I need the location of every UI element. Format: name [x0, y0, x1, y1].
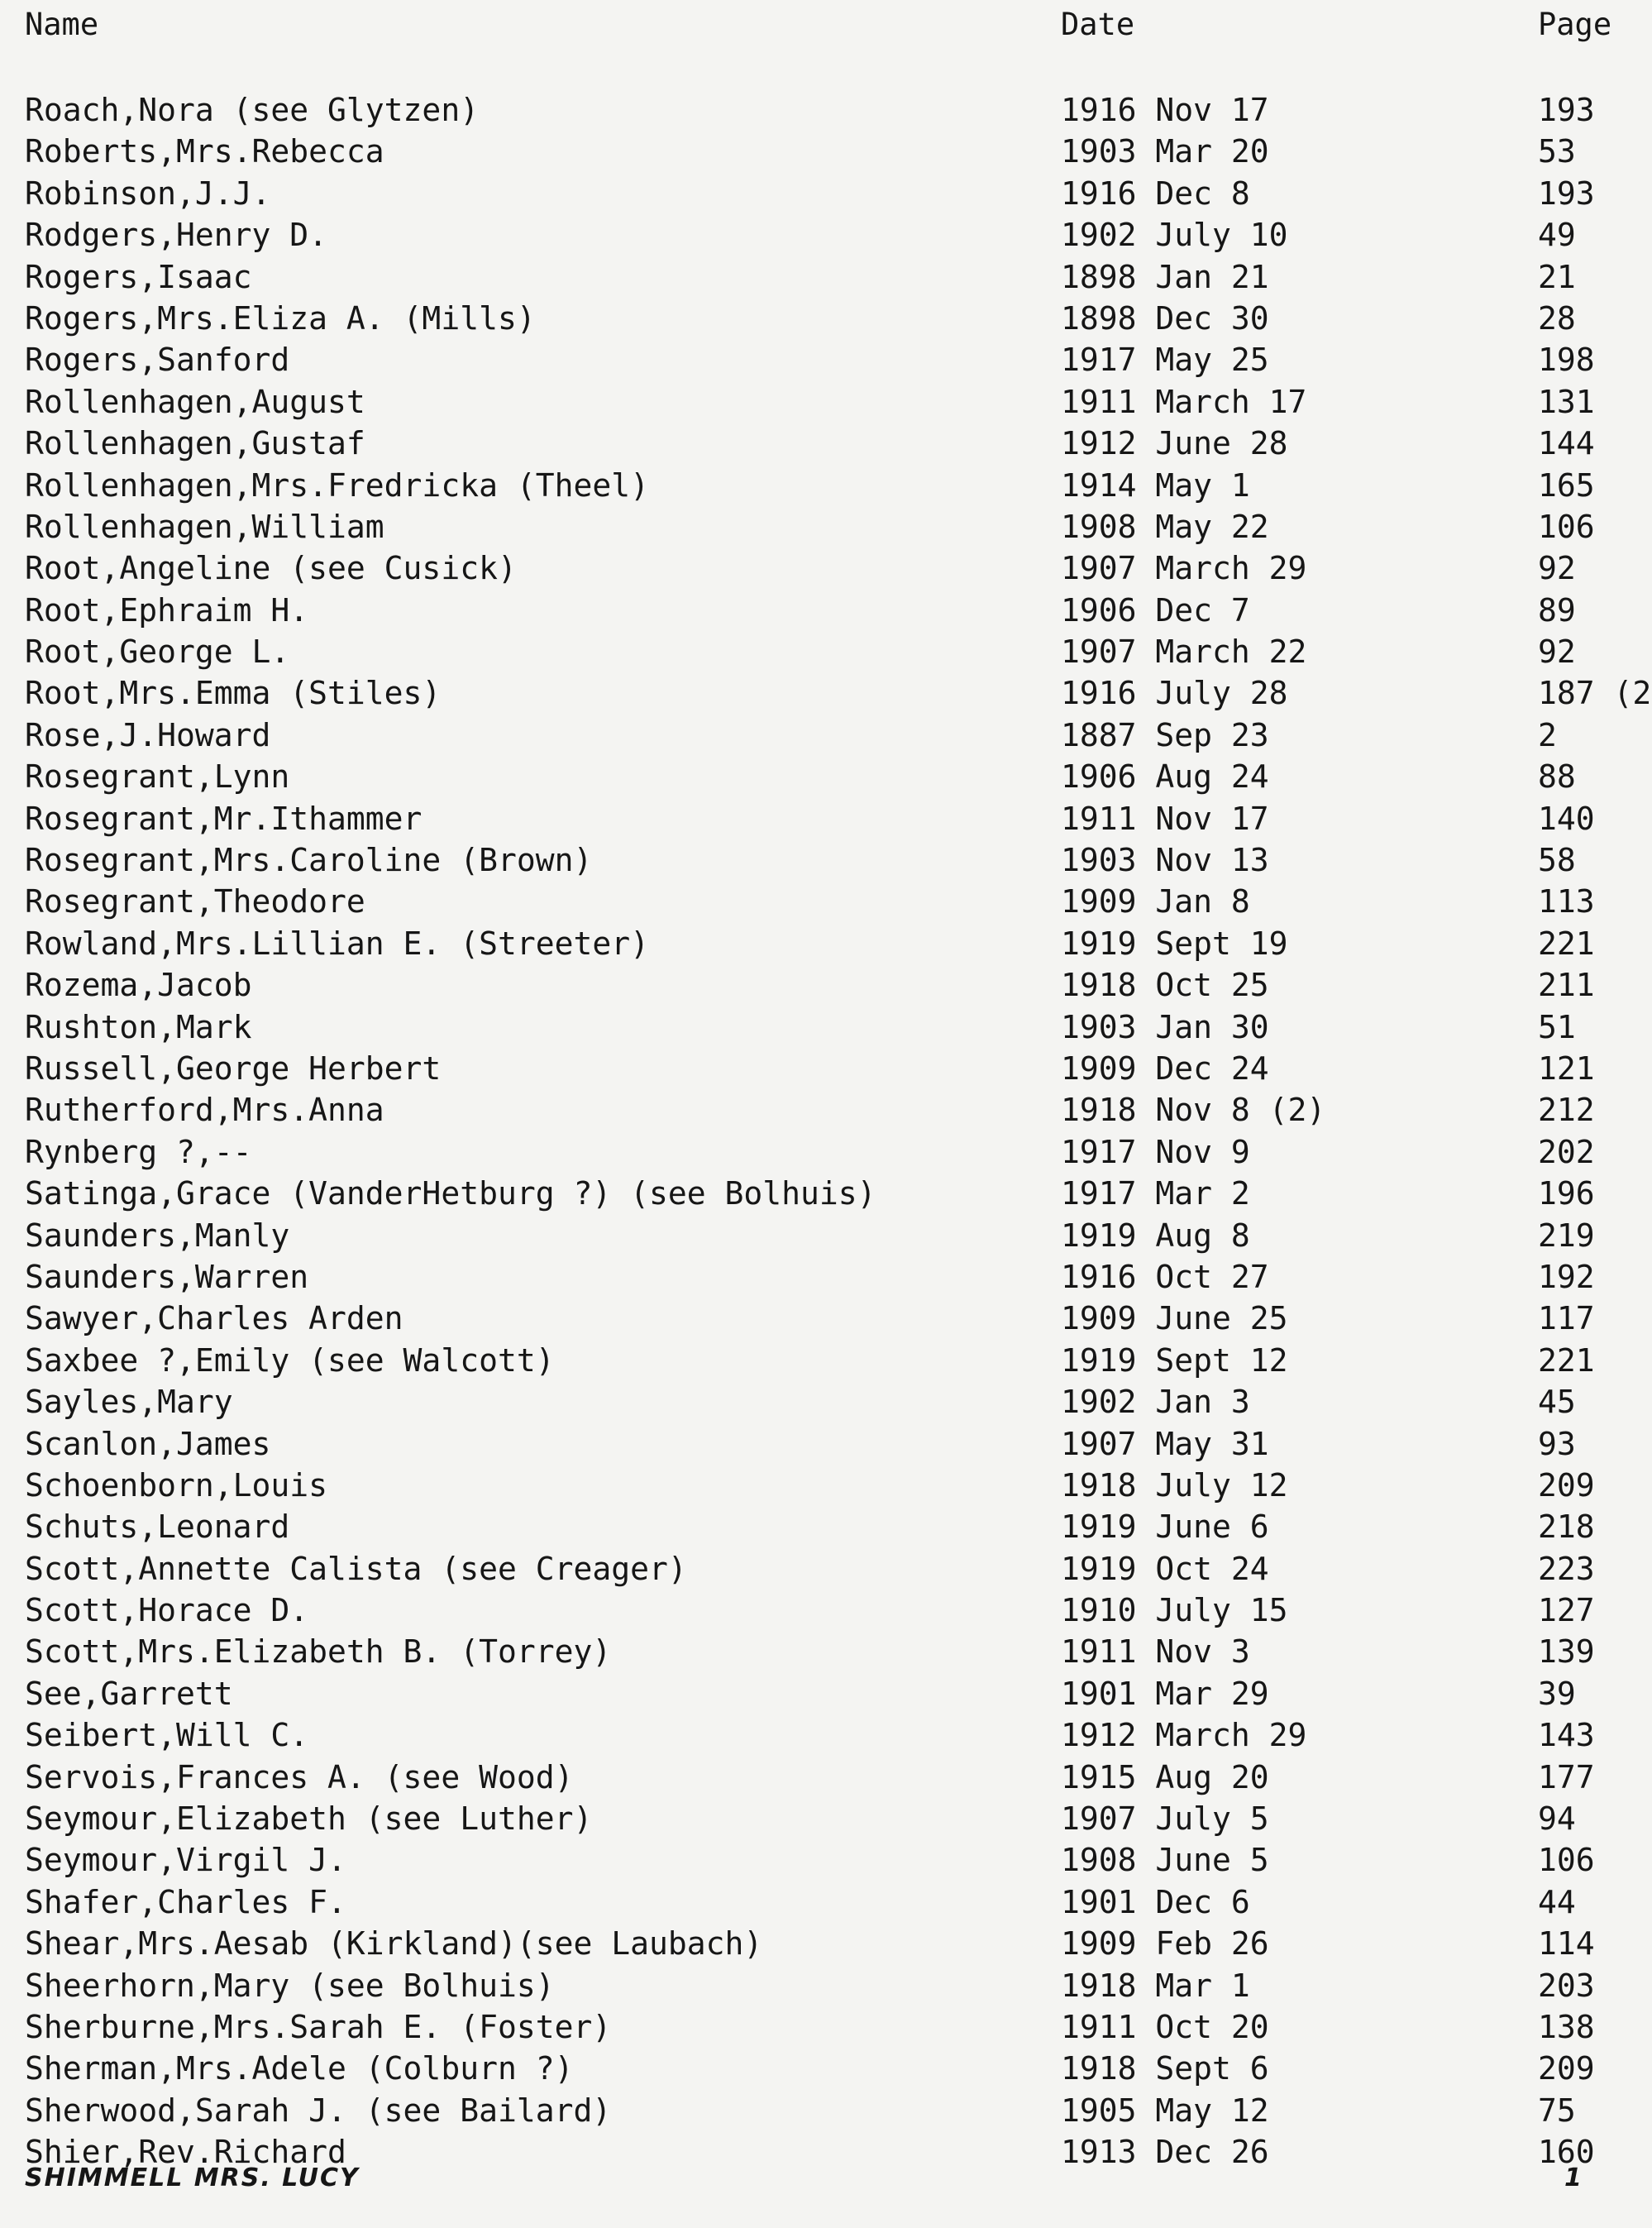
row-date: 1905 May 12	[1061, 2092, 1269, 2129]
row-page: 198	[1538, 342, 1595, 379]
row-date: 1908 June 5	[1061, 1842, 1269, 1879]
table-row	[0, 964, 1652, 1006]
row-page: 192	[1538, 1258, 1595, 1295]
row-date: 1918 Sept 6	[1061, 2050, 1269, 2087]
header-page: Page	[1538, 7, 1612, 42]
row-date: 1916 Oct 27	[1061, 1258, 1269, 1295]
table-row	[0, 1506, 1652, 1547]
row-page: 113	[1538, 883, 1595, 920]
table-row	[0, 214, 1652, 256]
row-date: 1918 Oct 25	[1061, 967, 1269, 1004]
table-row	[0, 1256, 1652, 1298]
table-row	[0, 631, 1652, 672]
row-date: 1919 June 6	[1061, 1508, 1269, 1546]
row-date: 1919 Sept 19	[1061, 925, 1288, 962]
row-name: Root,Mrs.Emma (Stiles)	[25, 675, 442, 712]
row-name: Schoenborn,Louis	[25, 1466, 328, 1504]
table-row	[0, 1631, 1652, 1672]
row-name: Saunders,Manly	[25, 1217, 290, 1254]
row-name: Sherman,Mrs.Adele (Colburn ?)	[25, 2050, 574, 2087]
table-row	[0, 1131, 1652, 1173]
row-date: 1917 Mar 2	[1061, 1175, 1250, 1212]
row-name: Rushton,Mark	[25, 1008, 252, 1045]
table-row	[0, 1839, 1652, 1881]
table-row	[0, 2090, 1652, 2131]
row-date: 1911 Nov 3	[1061, 1633, 1250, 1671]
row-page: 212	[1538, 1092, 1595, 1129]
row-page: 203	[1538, 1967, 1595, 2004]
row-page: 28	[1538, 299, 1576, 337]
row-date: 1907 May 31	[1061, 1425, 1269, 1462]
table-row	[0, 2006, 1652, 2048]
row-name: Russell,George Herbert	[25, 1049, 442, 1087]
table-row	[0, 1881, 1652, 1923]
row-date: 1918 Nov 8 (2)	[1061, 1092, 1326, 1129]
row-name: Sayles,Mary	[25, 1384, 233, 1421]
row-page: 89	[1538, 591, 1576, 629]
row-date: 1907 March 29	[1061, 550, 1307, 587]
row-date: 1919 Oct 24	[1061, 1550, 1269, 1587]
table-row	[0, 672, 1652, 714]
row-name: Root,Ephraim H.	[25, 591, 309, 629]
row-name: Shafer,Charles F.	[25, 1883, 346, 1920]
row-page: 53	[1538, 133, 1576, 170]
row-name: Roach,Nora (see Glytzen)	[25, 92, 480, 128]
table-row	[0, 1798, 1652, 1839]
row-name: Robinson,J.J.	[25, 175, 271, 212]
table-row	[0, 715, 1652, 756]
row-date: 1907 March 22	[1061, 633, 1307, 671]
table-row	[0, 547, 1652, 589]
row-page: 144	[1538, 425, 1595, 462]
table-header	[0, 7, 1652, 48]
row-page: 209	[1538, 1466, 1595, 1504]
row-page: 177	[1538, 1758, 1595, 1795]
table-row	[0, 173, 1652, 214]
table-row	[0, 423, 1652, 464]
row-name: Saunders,Warren	[25, 1258, 309, 1295]
table-row	[0, 506, 1652, 547]
row-name: Rogers,Isaac	[25, 258, 252, 295]
row-date: 1916 Nov 17	[1061, 92, 1269, 128]
row-date: 1919 Aug 8	[1061, 1217, 1250, 1254]
row-page: 196	[1538, 1175, 1595, 1212]
row-name: Sawyer,Charles Arden	[25, 1300, 403, 1337]
table-row	[0, 1423, 1652, 1465]
row-name: Rollenhagen,William	[25, 508, 384, 545]
table-row	[0, 339, 1652, 380]
row-date: 1918 Mar 1	[1061, 1967, 1250, 2004]
row-date: 1908 May 22	[1061, 508, 1269, 545]
table-row	[0, 923, 1652, 964]
row-date: 1912 March 29	[1061, 1717, 1307, 1754]
row-page: 88	[1538, 758, 1576, 796]
row-name: Rutherford,Mrs.Anna	[25, 1092, 384, 1129]
row-name: Root,Angeline (see Cusick)	[25, 550, 517, 587]
table-row	[0, 1673, 1652, 1714]
row-name: Servois,Frances A. (see Wood)	[25, 1758, 574, 1795]
row-page: 218	[1538, 1508, 1595, 1546]
row-page: 193	[1538, 175, 1595, 212]
row-page: 39	[1538, 1675, 1576, 1712]
row-page: 202	[1538, 1133, 1595, 1170]
table-row	[0, 381, 1652, 423]
row-page: 93	[1538, 1425, 1576, 1462]
entry-list	[0, 89, 1652, 2173]
row-page: 143	[1538, 1717, 1595, 1754]
table-row	[0, 1465, 1652, 1506]
table-row	[0, 1590, 1652, 1631]
row-page: 21	[1538, 258, 1576, 295]
table-row	[0, 1215, 1652, 1256]
row-date: 1902 July 10	[1061, 217, 1288, 254]
table-row	[0, 1757, 1652, 1798]
row-page: 221	[1538, 925, 1595, 962]
row-date: 1911 March 17	[1061, 383, 1307, 420]
row-date: 1898 Jan 21	[1061, 258, 1269, 295]
table-row	[0, 881, 1652, 922]
row-page: 51	[1538, 1008, 1576, 1045]
row-page: 140	[1538, 800, 1595, 837]
row-page: 219	[1538, 1217, 1595, 1254]
row-date: 1903 Jan 30	[1061, 1008, 1269, 1045]
row-name: Scott,Mrs.Elizabeth B. (Torrey)	[25, 1633, 612, 1671]
row-name: Rollenhagen,Mrs.Fredricka (Theel)	[25, 466, 649, 504]
row-date: 1916 July 28	[1061, 675, 1288, 712]
row-page: 211	[1538, 967, 1595, 1004]
row-page: 187 (2	[1538, 675, 1652, 712]
table-row	[0, 1089, 1652, 1131]
row-name: See,Garrett	[25, 1675, 233, 1712]
row-name: Shier,Rev.Richard	[25, 2134, 346, 2171]
row-name: Seymour,Virgil J.	[25, 1842, 346, 1879]
row-page: 193	[1538, 92, 1595, 128]
row-name: Sherwood,Sarah J. (see Bailard)	[25, 2092, 612, 2129]
header-rule	[25, 56, 1652, 63]
row-name: Rogers,Sanford	[25, 342, 290, 379]
row-page: 139	[1538, 1633, 1595, 1671]
row-name: Scott,Annette Calista (see Creager)	[25, 1550, 687, 1587]
row-name: Rosegrant,Mrs.Caroline (Brown)	[25, 842, 593, 879]
header-name: Name	[25, 7, 99, 42]
row-page: 94	[1538, 1800, 1576, 1838]
table-row	[0, 798, 1652, 839]
row-page: 49	[1538, 217, 1576, 254]
table-row	[0, 1381, 1652, 1422]
row-page: 209	[1538, 2050, 1595, 2087]
row-name: Scott,Horace D.	[25, 1592, 309, 1629]
row-name: Rogers,Mrs.Eliza A. (Mills)	[25, 299, 536, 337]
row-name: Rollenhagen,August	[25, 383, 365, 420]
row-page: 75	[1538, 2092, 1576, 2129]
table-row	[0, 590, 1652, 631]
row-date: 1913 Dec 26	[1061, 2134, 1269, 2171]
row-name: Rosegrant,Mr.Ithammer	[25, 800, 423, 837]
table-row	[0, 1173, 1652, 1214]
row-date: 1917 May 25	[1061, 342, 1269, 379]
table-row	[0, 1965, 1652, 2006]
row-name: Rosegrant,Lynn	[25, 758, 290, 796]
row-page: 131	[1538, 383, 1595, 420]
row-name: Seymour,Elizabeth (see Luther)	[25, 1800, 593, 1838]
header-date: Date	[1061, 7, 1135, 42]
row-page: 221	[1538, 1341, 1595, 1379]
row-page: 121	[1538, 1049, 1595, 1087]
table-row	[0, 1923, 1652, 1964]
row-date: 1911 Nov 17	[1061, 800, 1269, 837]
handwritten-name: SHIMMELL MRS. LUCY	[25, 2163, 360, 2192]
row-date: 1919 Sept 12	[1061, 1341, 1288, 1379]
row-name: Seibert,Will C.	[25, 1717, 309, 1754]
row-name: Sherburne,Mrs.Sarah E. (Foster)	[25, 2008, 612, 2045]
table-row	[0, 1340, 1652, 1381]
row-page: 223	[1538, 1550, 1595, 1587]
row-date: 1903 Mar 20	[1061, 133, 1269, 170]
row-page: 92	[1538, 550, 1576, 587]
row-date: 1906 Dec 7	[1061, 591, 1250, 629]
row-page: 106	[1538, 508, 1595, 545]
row-date: 1910 July 15	[1061, 1592, 1288, 1629]
row-date: 1909 Feb 26	[1061, 1925, 1269, 1963]
row-page: 2	[1538, 716, 1557, 753]
row-name: Rodgers,Henry D.	[25, 217, 328, 254]
row-date: 1911 Oct 20	[1061, 2008, 1269, 2045]
row-date: 1914 May 1	[1061, 466, 1250, 504]
row-page: 160	[1538, 2134, 1595, 2171]
table-row	[0, 1006, 1652, 1048]
table-row	[0, 756, 1652, 797]
handwritten-page: 1	[1564, 2163, 1583, 2192]
row-date: 1902 Jan 3	[1061, 1384, 1250, 1421]
row-name: Schuts,Leonard	[25, 1508, 290, 1546]
row-date: 1901 Dec 6	[1061, 1883, 1250, 1920]
row-page: 106	[1538, 1842, 1595, 1879]
row-page: 114	[1538, 1925, 1595, 1963]
table-row	[0, 839, 1652, 881]
row-date: 1915 Aug 20	[1061, 1758, 1269, 1795]
row-date: 1898 Dec 30	[1061, 299, 1269, 337]
row-page: 92	[1538, 633, 1576, 671]
row-name: Rowland,Mrs.Lillian E. (Streeter)	[25, 925, 649, 962]
table-row	[0, 1714, 1652, 1756]
row-name: Rosegrant,Theodore	[25, 883, 365, 920]
row-date: 1917 Nov 9	[1061, 1133, 1250, 1170]
row-name: Scanlon,James	[25, 1425, 271, 1462]
row-name: Rozema,Jacob	[25, 967, 252, 1004]
row-date: 1909 June 25	[1061, 1300, 1288, 1337]
table-row	[0, 1298, 1652, 1339]
table-row	[0, 298, 1652, 339]
table-row	[0, 1548, 1652, 1590]
row-date: 1909 Jan 8	[1061, 883, 1250, 920]
row-date: 1916 Dec 8	[1061, 175, 1250, 212]
table-row	[0, 1048, 1652, 1089]
row-page: 138	[1538, 2008, 1595, 2045]
row-page: 44	[1538, 1883, 1576, 1920]
row-name: Roberts,Mrs.Rebecca	[25, 133, 384, 170]
table-row	[0, 89, 1652, 131]
row-name: Rynberg ?,--	[25, 1133, 252, 1170]
row-page: 117	[1538, 1300, 1595, 1337]
row-name: Rollenhagen,Gustaf	[25, 425, 365, 462]
row-page: 58	[1538, 842, 1576, 879]
table-row	[0, 256, 1652, 298]
handwritten-entry	[25, 2163, 1652, 2213]
row-date: 1912 June 28	[1061, 425, 1288, 462]
table-row	[0, 465, 1652, 506]
row-date: 1909 Dec 24	[1061, 1049, 1269, 1087]
table-row	[0, 131, 1652, 172]
row-page: 165	[1538, 466, 1595, 504]
row-date: 1907 July 5	[1061, 1800, 1269, 1838]
row-date: 1901 Mar 29	[1061, 1675, 1269, 1712]
row-page: 45	[1538, 1384, 1576, 1421]
row-name: Saxbee ?,Emily (see Walcott)	[25, 1341, 555, 1379]
row-name: Root,George L.	[25, 633, 290, 671]
row-date: 1906 Aug 24	[1061, 758, 1269, 796]
row-page: 127	[1538, 1592, 1595, 1629]
row-date: 1887 Sep 23	[1061, 716, 1269, 753]
row-name: Sheerhorn,Mary (see Bolhuis)	[25, 1967, 555, 2004]
table-row	[0, 2048, 1652, 2089]
row-name: Rose,J.Howard	[25, 716, 271, 753]
row-date: 1918 July 12	[1061, 1466, 1288, 1504]
row-date: 1903 Nov 13	[1061, 842, 1269, 879]
row-name: Satinga,Grace (VanderHetburg ?) (see Bolhuis)	[25, 1175, 876, 1212]
row-name: Shear,Mrs.Aesab (Kirkland)(see Laubach)	[25, 1925, 763, 1963]
